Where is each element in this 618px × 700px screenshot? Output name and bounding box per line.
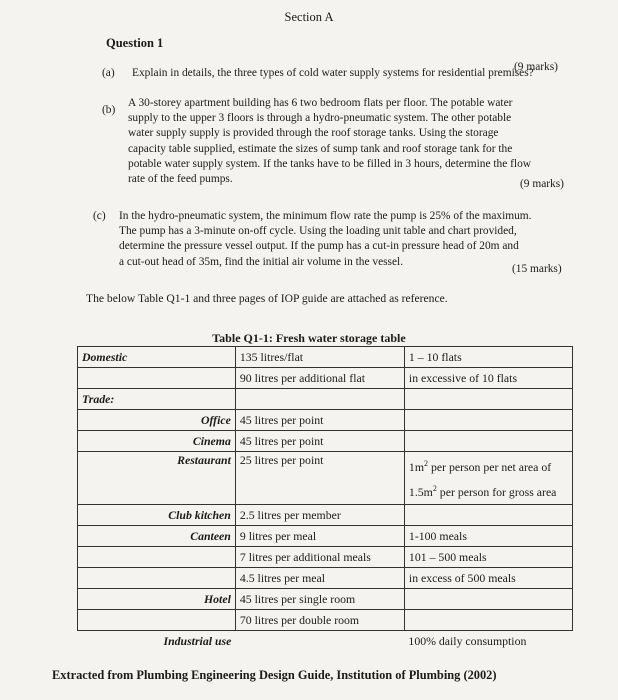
- part-b-line: A 30-storey apartment building has 6 two bedroom flats per floor. The potable water: [128, 97, 513, 109]
- table-cell: [78, 568, 236, 589]
- restaurant-note-mid: per person per net area of 1.5m: [408, 460, 552, 499]
- fresh-water-storage-table: [77, 346, 573, 651]
- section-heading: Section A: [284, 10, 334, 24]
- table-row: [78, 452, 573, 505]
- table-cell: [235, 389, 404, 410]
- table-cell: 1-100 meals: [404, 526, 572, 547]
- domestic-label: Domestic: [78, 347, 236, 368]
- part-c-line: The pump has a 3-minute on-off cycle. Using the loading unit table and chart provided,: [119, 225, 517, 238]
- table-row: [78, 347, 573, 368]
- table-cell: 25 litres per point: [235, 452, 404, 505]
- table-caption: Table Q1-1: Fresh water storage table: [212, 331, 406, 345]
- question-title: Question 1: [106, 36, 164, 50]
- part-a-marks: (9 marks): [514, 61, 558, 73]
- table-cell: 45 litres per single room: [235, 589, 404, 610]
- part-b-line: water supply supply is provided through the roof storage tanks. Using the storage: [128, 127, 499, 140]
- part-b-body: [128, 96, 568, 187]
- table-row: [78, 526, 573, 547]
- table-row: [78, 631, 573, 652]
- table-row: [78, 547, 573, 568]
- table-row: [78, 589, 573, 610]
- table-cell: [404, 610, 572, 631]
- hotel-label: Hotel: [78, 589, 236, 610]
- part-c-line: determine the pressure vessel output. If the pump has a cut-in pressure head of 20m and: [119, 240, 519, 253]
- industrial-label: Industrial use: [163, 633, 232, 648]
- part-c-body: [119, 209, 571, 270]
- part-c-line: In the hydro-pneumatic system, the minimum flow rate the pump is 25% of the maximum.: [119, 210, 532, 222]
- table-cell: 90 litres per additional flat: [235, 368, 404, 389]
- part-a: [102, 66, 534, 81]
- part-c-marks: (15 marks): [512, 263, 562, 275]
- table-cell: [404, 431, 572, 452]
- part-b-marks: (9 marks): [520, 178, 564, 190]
- restaurant-label: Restaurant: [78, 452, 236, 505]
- table-cell: 135 litres/flat: [235, 347, 404, 368]
- table-row: [78, 368, 573, 389]
- part-b-line: rate of the feed pumps.: [128, 173, 233, 186]
- table-cell: 45 litres per point: [235, 410, 404, 431]
- restaurant-note-post: per person for gross area: [436, 484, 557, 499]
- cinema-label: Cinema: [78, 431, 236, 452]
- part-a-label: (a): [102, 67, 115, 79]
- table-row: [78, 610, 573, 631]
- part-b-line: potable water supply system. If the tanks have to be filled in 3 hours, determine the flow: [128, 157, 531, 170]
- table-cell: [78, 368, 236, 389]
- part-b: [102, 103, 128, 118]
- table-cell: 7 litres per additional meals: [235, 547, 404, 568]
- table-cell: 4.5 litres per meal: [235, 568, 404, 589]
- canteen-label: Canteen: [78, 526, 236, 547]
- table-cell: [404, 389, 572, 410]
- table-cell: in excessive of 10 flats: [404, 368, 572, 389]
- source-citation: Extracted from Plumbing Engineering Design Guide, Institution of Plumbing (2002): [52, 668, 497, 682]
- table-cell: in excess of 500 meals: [404, 568, 572, 589]
- table-cell: 101 – 500 meals: [404, 547, 572, 568]
- table-cell: [404, 505, 572, 526]
- part-b-label: (b): [102, 104, 116, 116]
- part-a-text: Explain in details, the three types of cold water supply systems for residential premises?: [132, 67, 534, 79]
- office-label: Office: [78, 410, 236, 431]
- table-row: [78, 505, 573, 526]
- table-cell: 9 litres per meal: [235, 526, 404, 547]
- table-cell: [78, 547, 236, 568]
- part-c-line: a cut-out head of 35m, find the initial air volume in the vessel.: [119, 255, 404, 268]
- table-cell: [235, 631, 404, 652]
- reference-note: The below Table Q1-1 and three pages of IOP guide are attached as reference.: [86, 292, 448, 305]
- part-c-label: (c): [93, 210, 106, 222]
- trade-label: Trade:: [78, 389, 236, 410]
- table-row: [78, 568, 573, 589]
- industrial-note: 100% daily consumption: [408, 633, 527, 648]
- table-row: [78, 431, 573, 452]
- table-cell: [404, 589, 572, 610]
- table-cell: 70 litres per double room: [235, 610, 404, 631]
- part-b-line: capacity table supplied, estimate the sizes of sump tank and roof storage tank for the: [128, 142, 513, 155]
- club-kitchen-label: Club kitchen: [78, 505, 236, 526]
- table-cell: 45 litres per point: [235, 431, 404, 452]
- part-b-line: supply to the upper 3 floors is through a hydro-pneumatic system. The other potable: [128, 112, 512, 125]
- restaurant-note-pre: 1m: [408, 460, 424, 474]
- table-cell: [404, 410, 572, 431]
- restaurant-note: [404, 452, 572, 505]
- table-cell: [78, 610, 236, 631]
- restaurant-note-sup: 2: [424, 459, 428, 469]
- table-row: [78, 389, 573, 410]
- table-cell: 1 – 10 flats: [404, 347, 572, 368]
- table-cell: 2.5 litres per member: [235, 505, 404, 526]
- table-row: [78, 410, 573, 431]
- restaurant-note-sup2: 2: [432, 484, 437, 493]
